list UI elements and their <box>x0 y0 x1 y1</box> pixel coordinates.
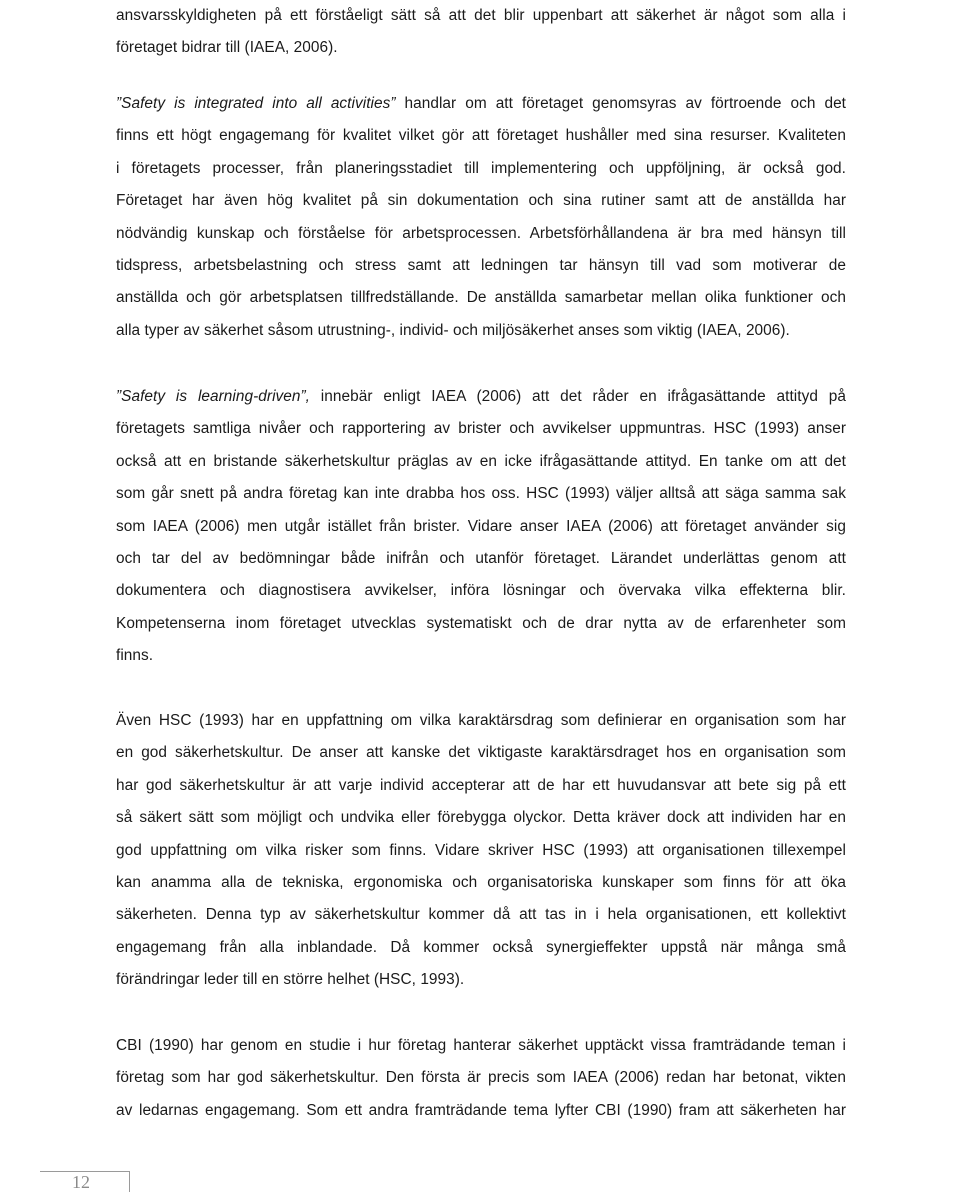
text-line: tidspress, arbetsbelastning och stress samt att ledningen tar hänsyn till vad som motiverar de <box>116 256 846 274</box>
text-line <box>116 88 846 120</box>
text-line: kan anamma alla de tekniska, ergonomiska och organisatoriska kunskaper som finns för att öka <box>116 873 846 891</box>
text-line <box>116 381 846 413</box>
text-line: av ledarnas engagemang. Som ett andra framträdande tema lyfter CBI (1990) fram att säkerheten har <box>116 1101 846 1119</box>
text-line: har god säkerhetskultur är att varje individ accepterar att de har ett huvudansvar att bete sig på ett <box>116 776 846 794</box>
text-line: som IAEA (2006) men utgår istället från brister. Vidare anser IAEA (2006) att företaget använder sig <box>116 517 846 535</box>
italic-lead: ”Safety is integrated into all activities” <box>116 95 396 112</box>
text-line: så säkert sätt som möjligt och undvika eller förebygga olyckor. Detta kräver dock att individen har en <box>116 809 846 827</box>
lead-rest: innebär enligt IAEA (2006) att det råder en ifrågasättande attityd på <box>310 388 846 405</box>
text-line: företagets samtliga nivåer och rapportering av brister och avvikelser uppmuntras. HSC (1993) anser <box>116 420 846 438</box>
text-line: finns ett högt engagemang för kvalitet vilket gör att företaget hushåller med sina resurser. Kvaliteten <box>116 127 846 145</box>
text-line: finns. <box>116 647 154 665</box>
paragraph-cbi-study <box>116 1030 846 1127</box>
text-line: nödvändig kunskap och förståelse för arbetsprocessen. Arbetsförhållandena är bra med hänsyn till <box>116 224 846 242</box>
text-line: alla typer av säkerhet såsom utrustning-, individ- och miljösäkerhet anses som viktig (IAEA, 2006). <box>116 321 790 339</box>
text-line: också att en bristande säkerhetskultur präglas av en icke ifrågasättande attityd. En tanke om att det <box>116 452 846 470</box>
text-line: säkerheten. Denna typ av säkerhetskultur kommer då att tas in i hela organisationen, ett kollektivt <box>116 906 846 924</box>
paragraph-safety-integrated <box>116 88 846 347</box>
text-line: företag som har god säkerhetskultur. Den första är precis som IAEA (2006) redan har betonat, vikten <box>116 1069 846 1087</box>
text-line: Även HSC (1993) har en uppfattning om vilka karaktärsdrag som definierar en organisation som har <box>116 712 846 729</box>
text-line: ansvarsskyldigheten på ett förståeligt sätt så att det blir uppenbart att säkerhet är något som alla i <box>116 7 846 24</box>
paragraph-continuation <box>116 0 846 65</box>
text-line: i företagets processer, från planeringsstadiet till implementering och uppföljning, är också god. <box>116 159 846 177</box>
text-line: företaget bidrar till (IAEA, 2006). <box>116 39 338 57</box>
text-line: CBI (1990) har genom en studie i hur företag hanterar säkerhet upptäckt vissa framträdande teman i <box>116 1037 846 1054</box>
footer-rule-vertical <box>129 1171 130 1192</box>
paragraph-hsc-characteristics <box>116 705 846 997</box>
text-line: anställda och gör arbetsplatsen tillfredställande. De anställda samarbetar mellan olika funktioner och <box>116 289 846 307</box>
text-line: dokumentera och diagnostisera avvikelser, införa lösningar och övervaka vilka effekterna blir. <box>116 582 846 600</box>
page-number: 12 <box>72 1172 90 1192</box>
text-line: god uppfattning om vilka risker som finns. Vidare skriver HSC (1993) att organisationen tillexempel <box>116 841 846 859</box>
text-line: som går snett på andra företag kan inte drabba hos oss. HSC (1993) väljer alltså att säga samma sak <box>116 485 846 503</box>
text-line: engagemang från alla inblandade. Då kommer också synergieffekter uppstå när många små <box>116 938 846 956</box>
text-line: och tar del av bedömningar både inifrån och utanför företaget. Lärandet underlättas genom att <box>116 549 846 567</box>
text-line: Kompetenserna inom företaget utvecklas systematiskt och de drar nytta av de erfarenheter som <box>116 614 846 632</box>
italic-lead: ”Safety is learning-driven”, <box>116 388 310 405</box>
lead-rest: handlar om att företaget genomsyras av förtroende och det <box>395 95 846 112</box>
paragraph-safety-learning <box>116 381 846 673</box>
text-line: förändringar leder till en större helhet (HSC, 1993). <box>116 971 465 989</box>
text-line: Företaget har även hög kvalitet på sin dokumentation och sina rutiner samt att de anställda har <box>116 192 846 210</box>
text-line: en god säkerhetskultur. De anser att kanske det viktigaste karaktärsdraget hos en organisation som <box>116 744 846 762</box>
